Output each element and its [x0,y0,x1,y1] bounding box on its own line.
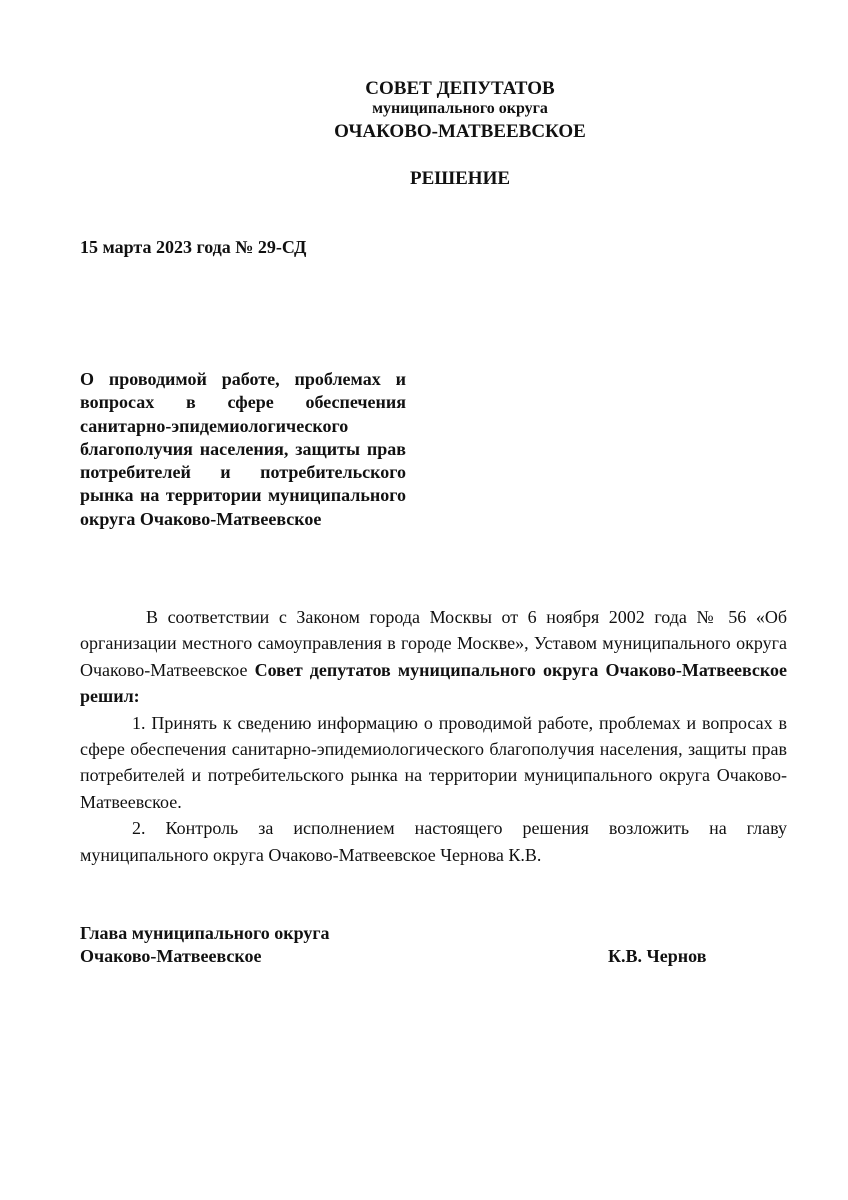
decision-subject: О проводимой работе, проблемах и вопросах в сфере обеспечения санитарно-эпидемиологического благополучия населения, защиты прав потребителей и потребительского рынка на территории муниципального округа Очаково-Матвеевское [80,369,406,529]
date-and-number: 15 марта 2023 года № 29-СД [80,237,307,257]
preamble-paragraph [80,604,787,710]
document-type: РЕШЕНИЕ [409,168,511,189]
council-subtitle: муниципального округа [372,100,548,117]
council-title: СОВЕТ ДЕПУТАТОВ [365,78,555,99]
district-name: ОЧАКОВО-МАТВЕЕВСКОЕ [334,121,586,142]
decision-body [80,604,787,868]
preamble-resolution: Совет депутатов муниципального округа Очаково-Матвеевское решил: [80,659,787,707]
signature-title-line2: Очаково-Матвеевское [80,946,262,966]
preamble-text: В соответствии с Законом города Москвы от 6 ноября 2002 года № 56 «Об организации местного самоуправления в городе Москве», Уставом муниципального округа Очаково-Матвеевское [80,607,787,680]
decision-item-1: 1. Принять к сведению информацию о проводимой работе, проблемах и вопросах в сфере обеспечения санитарно-эпидемиологического благополучия населения, защиты прав потребителей и потребительского рынка на территории муниципального округа Очаково-Матвеевское. [80,712,787,812]
signature-title-line1: Глава муниципального округа [80,923,330,943]
signatory-name: К.В. Чернов [608,946,707,966]
decision-item-2: 2. Контроль за исполнением настоящего решения возложить на главу муниципального округа Очаково-Матвеевское Чернова К.В. [80,818,787,865]
